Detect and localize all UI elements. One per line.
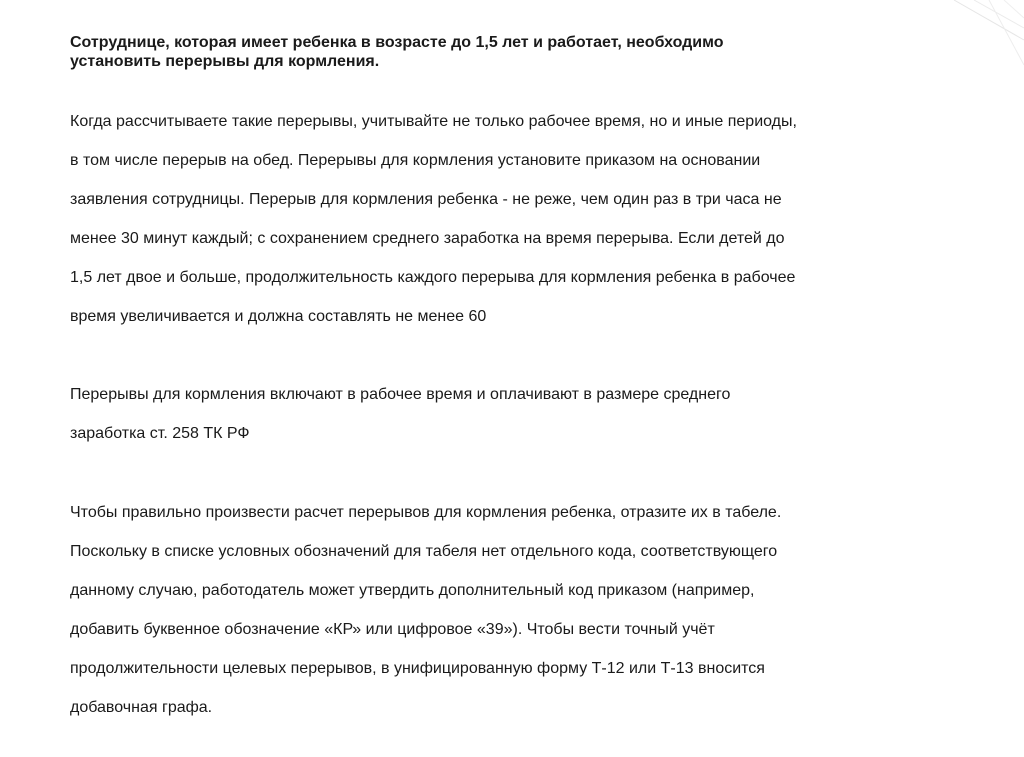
paragraph-line: добавочная графа. [70, 698, 213, 716]
paragraph-line: 1,5 лет двое и больше, продолжительность каждого перерыва для кормления ребенка в рабочее [70, 268, 796, 286]
paragraph-line: менее 30 минут каждый; с сохранением среднего заработка на время перерыва. Если детей до [70, 229, 785, 247]
paragraph-line: данному случаю, работодатель может утвердить дополнительный код приказом (например, [70, 581, 755, 599]
paragraph-line: Когда рассчитываете такие перерывы, учитывайте не только рабочее время, но и иные периоды, [70, 112, 797, 130]
paragraph-line: заработка ст. 258 ТК РФ [70, 425, 250, 442]
paragraph-line: в том числе перерыв на обед. Перерывы для кормления установите приказом на основании [70, 151, 761, 169]
heading-line: установить перерывы для кормления. [70, 53, 380, 70]
paragraph-line: время увеличивается и должна составлять не менее 60 [70, 307, 487, 325]
paragraph-line: Перерывы для кормления включают в рабочее время и оплачивают в размере среднего [70, 386, 731, 403]
paragraph-payment [70, 366, 870, 464]
slide-content [70, 33, 870, 757]
paragraph-line: Поскольку в списке условных обозначений для табеля нет отдельного кода, соответствующего [70, 542, 778, 560]
paragraph-breaks-calculation [70, 92, 870, 346]
paragraph-line: заявления сотрудницы. Перерыв для кормления ребенка - не реже, чем один раз в три часа не [70, 190, 782, 208]
heading-line: Сотруднице, которая имеет ребенка в возрасте до 1,5 лет и работает, необходимо [70, 34, 724, 51]
paragraph-line: Чтобы правильно произвести расчет перерывов для кормления ребенка, отразите их в табеле. [70, 503, 782, 521]
paragraph-line: продолжительности целевых перерывов, в унифицированную форму Т-12 или Т-13 вносится [70, 659, 765, 677]
paragraph-line: добавить буквенное обозначение «КР» или цифровое «39»). Чтобы вести точный учёт [70, 620, 715, 638]
corner-decoration [934, 0, 1024, 80]
paragraph-timesheet [70, 483, 870, 737]
slide-heading [70, 33, 870, 71]
